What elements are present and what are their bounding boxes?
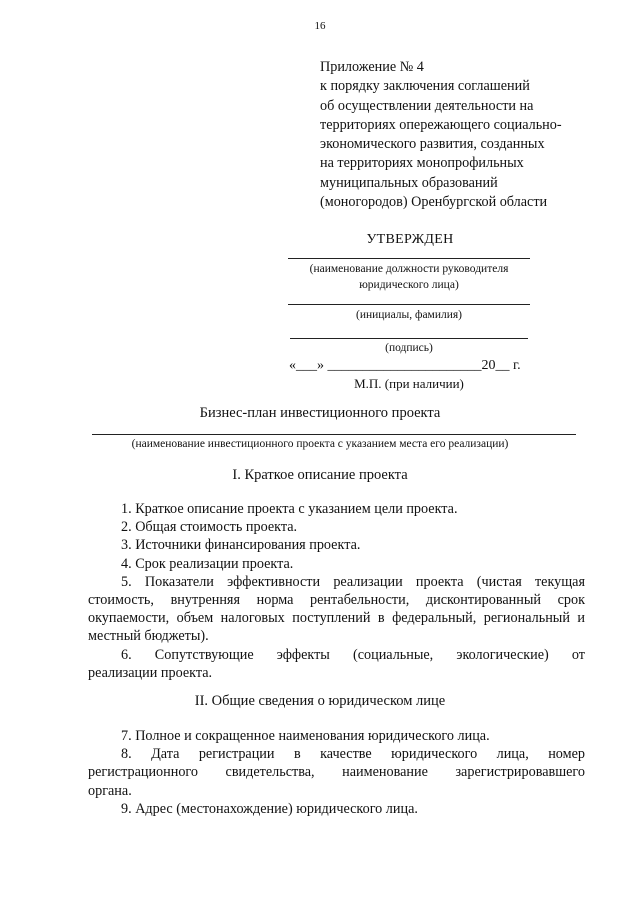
appendix-line: на территориях монопрофильных	[320, 155, 524, 172]
position-line	[288, 258, 530, 259]
list-item-line: 8. Дата регистрации в качестве юридического лица, номер	[121, 746, 585, 763]
list-item-line: 6. Сопутствующие эффекты (социальные, экологические) от	[121, 646, 585, 663]
position-caption-cont: юридического лица)	[359, 279, 459, 291]
appendix-line: об осуществлении деятельности на	[320, 97, 534, 114]
approved-title: УТВЕРЖДЕН	[366, 232, 454, 247]
appendix-line: к порядку заключения соглашений	[320, 78, 530, 95]
section-1-heading: I. Краткое описание проекта	[232, 467, 408, 483]
appendix-line: территориях опережающего социально-	[320, 116, 562, 133]
list-item-line: органа.	[88, 782, 132, 799]
list-item-line: 5. Показатели эффективности реализации проекта (чистая текущая	[121, 573, 585, 590]
document-title: Бизнес-план инвестиционного проекта	[199, 405, 441, 421]
list-item-line: местный бюджеты).	[88, 628, 209, 645]
section-1-body	[88, 500, 585, 682]
position-caption: (наименование должности руководителя	[309, 263, 509, 275]
appendix-line: муниципальных образований	[320, 174, 498, 191]
list-item-line: окупаемости, объем налоговых поступлений в федеральный, региональный и	[88, 610, 585, 627]
date-line: «___» ______________________20__ г.	[289, 358, 521, 373]
stamp-caption: М.П. (при наличии)	[354, 376, 464, 391]
signature-caption: (подпись)	[385, 342, 433, 354]
project-caption: (наименование инвестиционного проекта с указанием места его реализации)	[131, 438, 509, 450]
list-item: 3. Источники финансирования проекта.	[121, 537, 361, 554]
list-item: 9. Адрес (местонахождение) юридического лица.	[121, 800, 418, 817]
section-2-body	[88, 727, 585, 818]
list-item-line: регистрационного свидетельства, наименование зарегистрировавшего	[88, 764, 585, 781]
appendix-line: Приложение № 4	[320, 59, 424, 75]
list-item: 2. Общая стоимость проекта.	[121, 519, 298, 536]
project-name-line	[92, 434, 576, 435]
appendix-line: (моногородов) Оренбургской области	[320, 194, 548, 211]
appendix-block	[320, 58, 562, 212]
section-2-heading: II. Общие сведения о юридическом лице	[194, 693, 446, 709]
appendix-line: экономического развития, созданных	[320, 136, 545, 153]
page-number: 16	[314, 20, 326, 32]
list-item: 1. Краткое описание проекта с указанием цели проекта.	[121, 501, 458, 517]
list-item-line: стоимость, внутренняя норма рентабельности, дисконтированный срок	[88, 592, 585, 609]
name-caption: (инициалы, фамилия)	[355, 309, 463, 321]
signature-line	[290, 338, 528, 339]
list-item: 4. Срок реализации проекта.	[121, 555, 294, 572]
list-item: 7. Полное и сокращенное наименования юридического лица.	[121, 728, 490, 744]
name-line	[288, 304, 530, 305]
list-item-line: реализации проекта.	[88, 664, 213, 681]
